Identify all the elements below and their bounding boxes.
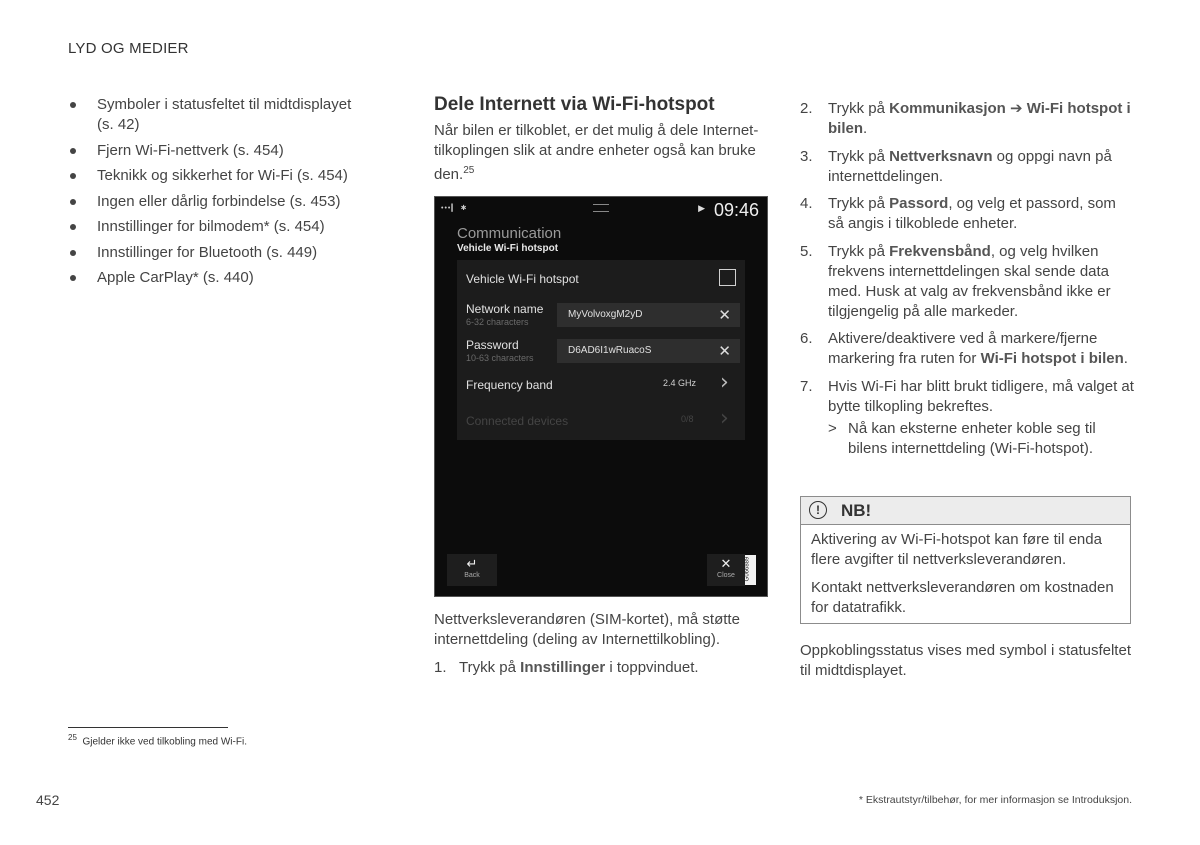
signal-icon: •••▎ ✱ xyxy=(441,205,468,212)
footnote-divider xyxy=(68,727,228,728)
footnote-ref[interactable]: 25 xyxy=(463,165,475,176)
settings-panel xyxy=(457,260,745,440)
image-code: G066889 xyxy=(745,555,756,585)
hotspot-toggle-label: Vehicle Wi-Fi hotspot xyxy=(466,272,579,286)
status-bar xyxy=(435,197,767,223)
list-item[interactable]: Innstillinger for Bluetooth (s. 449) xyxy=(68,243,368,263)
clock: 09:46 xyxy=(713,200,759,220)
paragraph: Nettverksleverandøren (SIM-kortet), må støtte internettdeling (deling av Internettilkobling). xyxy=(434,611,740,648)
step-4: 4. Trykk på Passord, og velg et passord, som så angis i tilkoblede enheter. xyxy=(800,195,1116,232)
list-item[interactable]: Symboler i statusfeltet til midtdisplayet (s. 42) xyxy=(68,95,368,135)
step-6: 6. Aktivere/deaktivere ved å markere/fjerne markering fra ruten for Wi-Fi hotspot i bilen. xyxy=(800,330,1128,367)
screen-heading: Communication xyxy=(457,225,562,242)
close-icon: ✕ xyxy=(720,556,732,571)
step-5: 5. Trykk på Frekvensbånd, og velg hvilken frekvens internettdelingen skal sende data med. Husk at valg av frekvensbånd ikke er tilgjengelig på alle markeder. xyxy=(800,242,1111,320)
list-item[interactable]: Ingen eller dårlig forbindelse (s. 453) xyxy=(68,192,368,212)
network-name-label: Network name xyxy=(466,302,544,316)
clear-icon[interactable]: ✕ xyxy=(718,307,731,324)
intro-paragraph xyxy=(434,121,774,185)
network-name-hint: 6-32 characters xyxy=(466,317,529,327)
note-title: NB! xyxy=(841,501,872,520)
page-number: 452 xyxy=(36,792,60,808)
step-1: 1. Trykk på Innstillinger i toppvinduet. xyxy=(434,659,699,676)
article-title: Dele Internett via Wi-Fi-hotspot xyxy=(434,94,715,115)
step-2: 2. Trykk på Kommunikasjon ➔ Wi-Fi hotspot i bilen. xyxy=(800,100,1131,137)
step-result: > Nå kan eksterne enheter koble seg til bilens internettdeling (Wi-Fi-hotspot). xyxy=(828,419,1096,457)
network-name-field[interactable] xyxy=(557,303,740,327)
close-button[interactable] xyxy=(707,554,745,586)
note-header xyxy=(801,497,1130,525)
back-button[interactable] xyxy=(447,554,497,586)
note-box xyxy=(800,496,1131,624)
back-icon: ↵ xyxy=(466,556,478,571)
center-display-screenshot xyxy=(434,196,768,597)
frequency-band-value: 2.4 GHz xyxy=(663,378,697,388)
note-paragraph: Aktivering av Wi-Fi-hotspot kan føre til enda flere avgifter til nettverksleverandøren. xyxy=(811,531,1102,568)
note-paragraph: Kontakt nettverksleverandøren om kostnaden for datatrafikk. xyxy=(811,579,1114,616)
password-value: D6AD6I1wRuacoS xyxy=(568,345,652,356)
connected-devices-value: 0/8 xyxy=(681,414,694,424)
step-7: 7. Hvis Wi-Fi har blitt brukt tidligere, må valget at bytte tilkopling bekreftes. > Nå kan eksterne enheter koble seg til bilens internettdeling (Wi-Fi-hotspot). xyxy=(800,377,1134,457)
intro-text: Når bilen er tilkoblet, er det mulig å dele Internettilkoplingen slik at andre enheter også kan bruke den. xyxy=(434,122,759,183)
footnote: $^{25}$ Gjelder ikke ved tilkobling med Wi-Fi. xyxy=(68,733,247,748)
chevron-right-icon[interactable]: › xyxy=(720,370,729,395)
list-item[interactable]: Apple CarPlay* (s. 440) xyxy=(68,268,368,288)
hotspot-checkbox[interactable] xyxy=(719,269,736,286)
steps-list xyxy=(800,99,1135,466)
list-item[interactable]: Fjern Wi-Fi-nettverk (s. 454) xyxy=(68,141,368,161)
close-label: Close xyxy=(717,572,735,579)
list-item[interactable]: Teknikk og sikkerhet for Wi-Fi (s. 454) xyxy=(68,166,368,186)
paragraph: Oppkoblingsstatus vises med symbol i statusfeltet til midtdisplayet. xyxy=(800,642,1131,679)
list-item[interactable]: Innstillinger for bilmodem* (s. 454) xyxy=(68,217,368,237)
screen-subheading: Vehicle Wi-Fi hotspot xyxy=(457,243,559,254)
play-icon: ▶ xyxy=(698,203,705,213)
drag-handle-icon xyxy=(593,204,609,212)
back-label: Back xyxy=(464,572,480,579)
chevron-right-icon: › xyxy=(720,406,729,431)
network-name-value: MyVolvoxgM2yD xyxy=(568,309,643,320)
step-3: 3. Trykk på Nettverksnavn og oppgi navn på internettdelingen. xyxy=(800,147,1112,185)
clear-icon[interactable]: ✕ xyxy=(718,343,731,360)
section-header: LYD OG MEDIER xyxy=(68,40,189,57)
related-links-list xyxy=(68,95,368,294)
password-field[interactable] xyxy=(557,339,740,363)
info-icon: ! xyxy=(809,501,827,519)
footer-note: * Ekstrautstyr/tilbehør, for mer informasjon se Introduksjon. xyxy=(858,794,1132,806)
connected-devices-label: Connected devices xyxy=(466,414,569,428)
password-hint: 10-63 characters xyxy=(466,353,534,363)
frequency-band-label[interactable]: Frequency band xyxy=(466,378,553,392)
password-label: Password xyxy=(466,338,519,352)
